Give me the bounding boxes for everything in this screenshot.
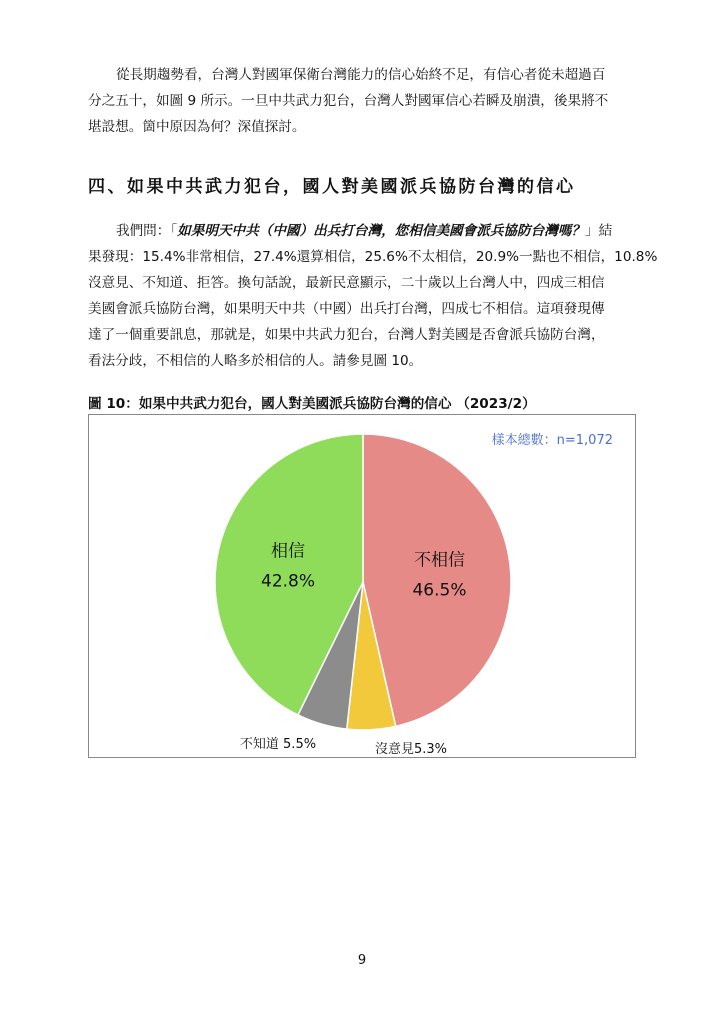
pie-chart-frame bbox=[88, 414, 636, 758]
section-heading: 四、如果中共武力犯台，國人對美國派兵協防台灣的信心 bbox=[88, 177, 576, 197]
findings-paragraph bbox=[88, 218, 658, 374]
paragraph-line: 果發現：15.4%非常相信，27.4%還算相信，25.6%不太相信，20.9%一點也不相信，10.8% bbox=[88, 249, 658, 265]
paragraph-line: 沒意見、不知道、拒答。換句話說，最新民意顯示，二十歲以上台灣人中，四成三相信 bbox=[88, 275, 605, 291]
figure-caption: 圖 10：如果中共武力犯台，國人對美國派兵協防台灣的信心 （2023/2） bbox=[88, 396, 536, 412]
paragraph-line: 從長期趨勢看，台灣人對國軍保衛台灣能力的信心始終不足，有信心者從未超過百 bbox=[116, 67, 606, 83]
paragraph-line: 達了一個重要訊息，那就是，如果中共武力犯台，台灣人對美國是否會派兵協防台灣， bbox=[88, 327, 605, 343]
paragraph-line: 美國會派兵協防台灣，如果明天中共（中國）出兵打台灣，四成七不相信。這項發現傳 bbox=[88, 301, 605, 317]
page-number: 9 bbox=[357, 953, 367, 968]
paragraph-line: 堪設想。箇中原因為何？深值探討。 bbox=[88, 119, 306, 135]
slice-outside-label: 沒意見5.3% bbox=[374, 742, 448, 757]
slice-name-label: 不相信 bbox=[413, 550, 465, 571]
slice-value-label: 42.8% bbox=[261, 571, 316, 592]
sample-size-note: 樣本總數：n=1,072 bbox=[491, 433, 613, 448]
slice-value-label: 46.5% bbox=[412, 580, 467, 601]
survey-question: 如果明天中共（中國）出兵打台灣，您相信美國會派兵協防台灣嗎？ bbox=[177, 223, 585, 239]
pie-chart bbox=[89, 415, 635, 757]
intro-paragraph bbox=[88, 62, 640, 140]
paragraph-line: 分之五十，如圖 9 所示。一旦中共武力犯台，台灣人對國軍信心若瞬及崩潰，後果將不 bbox=[88, 93, 609, 109]
slice-name-label: 相信 bbox=[271, 541, 306, 562]
paragraph-line bbox=[88, 218, 640, 244]
slice-outside-label: 不知道 5.5% bbox=[239, 737, 317, 752]
quote-close: 」結 bbox=[584, 223, 613, 239]
paragraph-line: 看法分歧，不相信的人略多於相信的人。請參見圖 10。 bbox=[88, 353, 423, 369]
quote-open: 我們問：「 bbox=[116, 223, 178, 239]
